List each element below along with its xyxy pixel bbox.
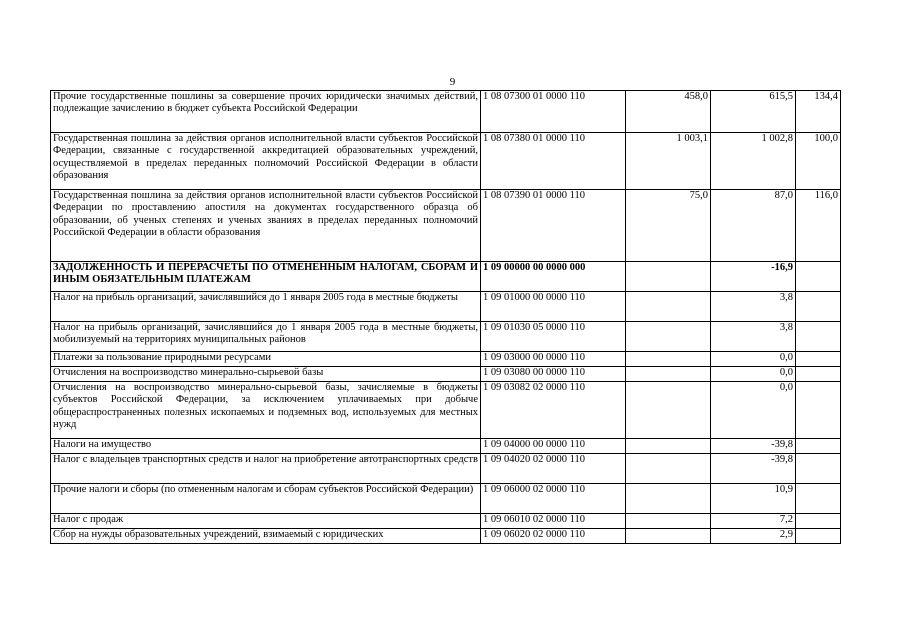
row-code-cell: 1 08 07300 01 0000 110 — [481, 91, 626, 133]
row-value-1-cell — [626, 382, 711, 439]
row-code-cell: 1 09 03080 00 0000 110 — [481, 367, 626, 382]
row-code-cell: 1 09 01000 00 0000 110 — [481, 292, 626, 322]
row-code-cell: 1 09 06010 02 0000 110 — [481, 514, 626, 529]
row-value-1-cell — [626, 292, 711, 322]
row-name-cell: Государственная пошлина за действия органов исполнительной власти субъектов Российской Федерации, связанные с государственной аккредитацией образовательных учреждений, осуществляемой в пределах переданных полномочий Российской Федерации в области образования — [51, 133, 481, 190]
row-value-2-cell: 0,0 — [711, 382, 796, 439]
row-value-1-cell — [626, 352, 711, 367]
row-value-2-cell: 1 002,8 — [711, 133, 796, 190]
row-code-cell: 1 09 01030 05 0000 110 — [481, 322, 626, 352]
row-value-1-cell — [626, 262, 711, 292]
row-name-cell: Прочие налоги и сборы (по отмененным налогам и сборам субъектов Российской Федерации) — [51, 484, 481, 514]
row-value-1-cell — [626, 367, 711, 382]
row-code-cell: 1 09 04020 02 0000 110 — [481, 454, 626, 484]
row-value-2-cell: 87,0 — [711, 190, 796, 262]
row-name-cell: ЗАДОЛЖЕННОСТЬ И ПЕРЕРАСЧЕТЫ ПО ОТМЕНЕННЫМ НАЛОГАМ, СБОРАМ И ИНЫМ ОБЯЗАТЕЛЬНЫМ ПЛАТЕЖАМ — [51, 262, 481, 292]
row-name-cell: Налог с владельцев транспортных средств и налог на приобретение автотранспортных средств — [51, 454, 481, 484]
row-value-1-cell: 1 003,1 — [626, 133, 711, 190]
row-code-cell: 1 09 03000 00 0000 110 — [481, 352, 626, 367]
row-value-2-cell: 0,0 — [711, 352, 796, 367]
row-value-3-cell — [796, 292, 841, 322]
row-value-2-cell: 3,8 — [711, 322, 796, 352]
row-value-1-cell: 75,0 — [626, 190, 711, 262]
table-row — [51, 367, 841, 382]
row-name-cell: Налог с продаж — [51, 514, 481, 529]
table-body — [51, 91, 841, 544]
row-value-3-cell — [796, 454, 841, 484]
row-name-cell: Налоги на имущество — [51, 439, 481, 454]
row-value-1-cell — [626, 484, 711, 514]
row-value-3-cell — [796, 367, 841, 382]
row-value-1-cell — [626, 454, 711, 484]
row-name-cell: Сбор на нужды образовательных учреждений, взимаемый с юридических — [51, 529, 481, 544]
row-code-cell: 1 09 06020 02 0000 110 — [481, 529, 626, 544]
row-value-3-cell — [796, 439, 841, 454]
table-row — [51, 382, 841, 439]
table-row — [51, 91, 841, 133]
row-code-cell: 1 09 06000 02 0000 110 — [481, 484, 626, 514]
table-row — [51, 262, 841, 292]
row-name-cell: Налог на прибыль организаций, зачислявшийся до 1 января 2005 года в местные бюджеты, мобилизуемый на территориях муниципальных районов — [51, 322, 481, 352]
row-code-cell: 1 08 07390 01 0000 110 — [481, 190, 626, 262]
row-value-3-cell — [796, 529, 841, 544]
row-value-3-cell — [796, 514, 841, 529]
row-name-cell: Прочие государственные пошлины за совершение прочих юридически значимых действий, подлежащие зачислению в бюджет субъекта Российской Федерации — [51, 91, 481, 133]
row-name-cell: Государственная пошлина за действия органов исполнительной власти субъектов Российской Федерации по проставлению апостиля на документах государственного образца об образовании, об ученых степенях и ученых званиях в пределах переданных полномочий Российской Федерации в области образования — [51, 190, 481, 262]
row-value-1-cell — [626, 514, 711, 529]
row-value-2-cell: 2,9 — [711, 529, 796, 544]
table-row — [51, 529, 841, 544]
row-value-3-cell: 100,0 — [796, 133, 841, 190]
row-value-1-cell — [626, 439, 711, 454]
row-value-2-cell: 7,2 — [711, 514, 796, 529]
row-value-3-cell — [796, 262, 841, 292]
row-value-3-cell: 116,0 — [796, 190, 841, 262]
row-name-cell: Налог на прибыль организаций, зачислявшийся до 1 января 2005 года в местные бюджеты — [51, 292, 481, 322]
row-value-2-cell: 615,5 — [711, 91, 796, 133]
row-value-3-cell — [796, 484, 841, 514]
row-code-cell: 1 09 04000 00 0000 110 — [481, 439, 626, 454]
row-value-3-cell — [796, 322, 841, 352]
table-row — [51, 484, 841, 514]
row-value-2-cell: -39,8 — [711, 454, 796, 484]
table-row — [51, 454, 841, 484]
table-row — [51, 352, 841, 367]
row-value-3-cell: 134,4 — [796, 91, 841, 133]
row-name-cell: Отчисления на воспроизводство минерально-сырьевой базы, зачисляемые в бюджеты субъектов Российской Федерации, за исключением уплачиваемых при добыче общераспространенных полезных ископаемых и подземных вод, используемых для местных нужд — [51, 382, 481, 439]
table-row — [51, 133, 841, 190]
row-code-cell: 1 09 00000 00 0000 000 — [481, 262, 626, 292]
page-number: 9 — [449, 76, 456, 88]
row-value-2-cell: -16,9 — [711, 262, 796, 292]
row-value-1-cell: 458,0 — [626, 91, 711, 133]
table-row — [51, 292, 841, 322]
table-row — [51, 439, 841, 454]
row-value-1-cell — [626, 529, 711, 544]
row-name-cell: Платежи за пользование природными ресурсами — [51, 352, 481, 367]
row-value-2-cell: 3,8 — [711, 292, 796, 322]
row-value-3-cell — [796, 352, 841, 367]
row-value-3-cell — [796, 382, 841, 439]
table-row — [51, 190, 841, 262]
table-row — [51, 322, 841, 352]
row-code-cell: 1 08 07380 01 0000 110 — [481, 133, 626, 190]
row-value-2-cell: -39,8 — [711, 439, 796, 454]
row-name-cell: Отчисления на воспроизводство минерально-сырьевой базы — [51, 367, 481, 382]
row-code-cell: 1 09 03082 02 0000 110 — [481, 382, 626, 439]
row-value-2-cell: 10,9 — [711, 484, 796, 514]
budget-revenue-table — [50, 90, 841, 544]
row-value-1-cell — [626, 322, 711, 352]
row-value-2-cell: 0,0 — [711, 367, 796, 382]
table-row — [51, 514, 841, 529]
